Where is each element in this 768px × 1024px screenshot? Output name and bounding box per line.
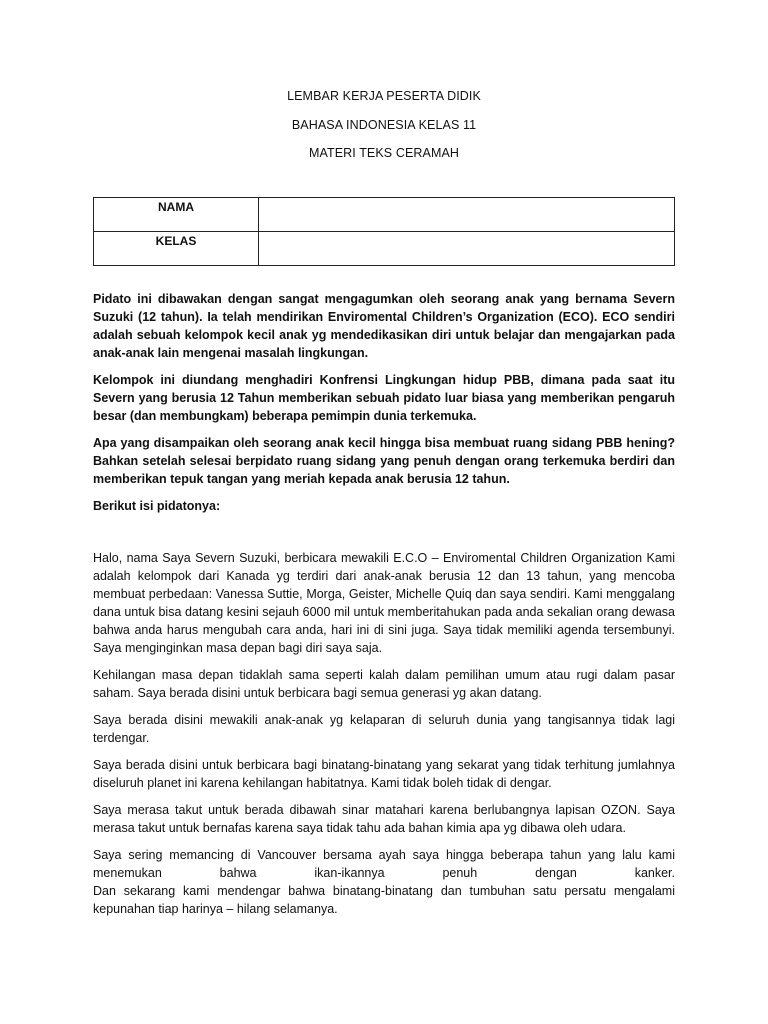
speech-paragraph-1: Halo, nama Saya Severn Suzuki, berbicara mewakili E.C.O – Enviromental Children Organization Kami adalah kelompok dari Kanada yg terdiri dari anak-anak berusia 12 dan 13 tahun, yang mencoba membuat perbedaan: Vanessa Suttie, Morga, Geister, Michelle Quiq dan saya sendiri. Kami menggalang dana untuk bisa datang kesini sejauh 6000 mil untuk memberitahukan pada anda sekalian orang dewasa bahwa anda harus mengubah cara anda, hari ini di sini juga. Saya tidak memiliki agenda tersembunyi. Saya menginginkan masa depan bagi diri saya saja. bbox=[93, 551, 675, 655]
speech-intro-label: Berikut isi pidatonya: bbox=[93, 499, 221, 513]
speech-paragraph-3: Saya berada disini mewakili anak-anak yg kelaparan di seluruh dunia yang tangisannya tidak lagi terdengar. bbox=[93, 713, 675, 745]
speech-paragraph-2: Kehilangan masa depan tidaklah sama seperti kalah dalam pemilihan umum atau rugi dalam pasar saham. Saya berada disini untuk berbicara bagi semua generasi yg akan datang. bbox=[93, 668, 675, 700]
class-label: KELAS bbox=[94, 232, 259, 266]
worksheet-title: LEMBAR KERJA PESERTA DIDIK bbox=[287, 89, 481, 103]
material-heading: MATERI TEKS CERAMAH bbox=[308, 146, 460, 160]
intro-section bbox=[93, 290, 675, 524]
intro-paragraph-1: Pidato ini dibawakan dengan sangat mengagumkan oleh seorang anak yang bernama Severn Suzuki (12 tahun). Ia telah mendirikan Enviromental Children’s Organization (ECO). ECO sendiri adalah sebuah kelompok kecil anak yg mendedikasikan diri untuk belajar dan mengajarkan pada anak-anak lain mengenai masalah lingkungan. bbox=[93, 292, 675, 360]
class-field[interactable] bbox=[259, 232, 675, 266]
speech-paragraph-4: Saya berada disini untuk berbicara bagi binatang-binatang yang sekarat yang tidak terhitung jumlahnya diseluruh planet ini karena kehilangan habitatnya. Kami tidak boleh tidak di dengar. bbox=[93, 758, 675, 790]
speech-paragraph-7: Dan sekarang kami mendengar bahwa binatang-binatang dan tumbuhan satu persatu mengalami kepunahan tiap harinya – hilang selamanya. bbox=[93, 884, 675, 916]
class-row bbox=[94, 232, 675, 266]
speech-paragraph-5: Saya merasa takut untuk berada dibawah sinar matahari karena berlubangnya lapisan OZON. Saya merasa takut untuk bernafas karena saya tidak tahu ada bahan kimia apa yg dibawa oleh udara. bbox=[93, 803, 675, 835]
subject-heading: BAHASA INDONESIA KELAS 11 bbox=[291, 118, 477, 132]
name-label: NAMA bbox=[94, 198, 259, 232]
speech-paragraph-6: Saya sering memancing di Vancouver bersama ayah saya hingga beberapa tahun yang lalu kami menemukan bahwa ikan-ikannya penuh dengan kanker. bbox=[93, 848, 675, 880]
name-field[interactable] bbox=[259, 198, 675, 232]
intro-paragraph-2: Kelompok ini diundang menghadiri Konfrensi Lingkungan hidup PBB, dimana pada saat itu Severn yang berusia 12 Tahun memberikan sebuah pidato luar biasa yang memberikan pengaruh besar (dan membungkam) beberapa pemimpin dunia terkemuka. bbox=[93, 373, 675, 423]
speech-section bbox=[93, 549, 675, 927]
intro-paragraph-3: Apa yang disampaikan oleh seorang anak kecil hingga bisa membuat ruang sidang PBB hening? Bahkan setelah selesai berpidato ruang sidang yang penuh dengan orang terkemuka berdiri dan memberikan tepuk tangan yang meriah kepada anak berusia 12 tahun. bbox=[93, 436, 675, 486]
name-row bbox=[94, 198, 675, 232]
student-info-table bbox=[93, 197, 675, 266]
